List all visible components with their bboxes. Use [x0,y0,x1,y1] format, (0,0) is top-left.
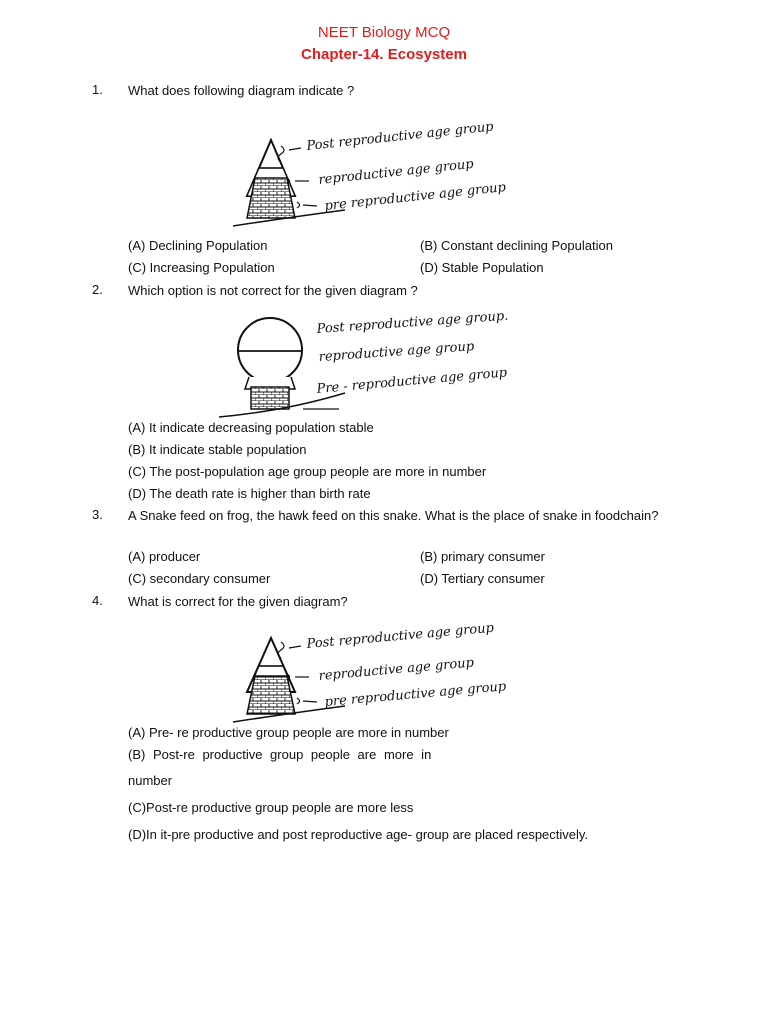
option-a: (A) It indicate decreasing population stable [128,420,374,435]
label-post-reproductive: Post reproductive age group [305,119,495,154]
label-reproductive: reproductive age group [318,655,475,684]
question-number: 1. [92,82,103,97]
option-c: (C) Increasing Population [128,260,275,275]
option-b: (B) primary consumer [420,549,545,564]
label-reproductive: reproductive age group [317,156,475,188]
option-d: (D) Stable Population [420,260,544,275]
question-number: 4. [92,593,103,608]
question-text: What does following diagram indicate ? [128,83,355,98]
option-a: (A) producer [128,549,201,564]
question-number: 2. [92,282,103,297]
chapter-title: Chapter-14. Ecosystem [301,46,467,63]
age-pyramid-figure [225,108,585,234]
bell-figure [215,305,590,420]
option-b: (B) Post-re productive group people are more in [128,747,432,762]
label-pre-reproductive: pre reproductive age group [324,679,507,710]
label-post-reproductive: Post reproductive age group [306,620,495,652]
option-b: (B) It indicate stable population [128,442,307,457]
age-pyramid-figure [225,608,585,726]
label-pre-reproductive: pre reproductive age group [323,180,507,214]
label-post-reproductive: Post reproductive age group. [316,308,509,337]
option-c: (C)Post-re productive group people are more less [128,800,414,815]
option-b-continued: number [128,773,173,788]
option-b: (B) Constant declining Population [420,238,613,253]
question-text: A Snake feed on frog, the hawk feed on this snake. What is the place of snake in foodchain? [128,508,659,523]
option-a: (A) Declining Population [128,238,268,253]
question-text: Which option is not correct for the given diagram ? [128,283,418,298]
option-d: (D)In it-pre productive and post reproductive age- group are placed respectively. [128,827,589,842]
question-number: 3. [92,507,103,522]
option-c: (C) secondary consumer [128,571,271,586]
document-title: NEET Biology MCQ [317,24,451,41]
label-pre-reproductive: Pre - reproductive age group [316,365,508,397]
question-text: What is correct for the given diagram? [128,594,348,609]
option-a: (A) Pre- re productive group people are more in number [128,725,449,740]
option-d: (D) The death rate is higher than birth rate [128,486,371,501]
label-reproductive: reproductive age group [318,339,475,365]
option-d: (D) Tertiary consumer [420,571,545,586]
option-c: (C) The post-population age group people are more in number [128,464,487,479]
